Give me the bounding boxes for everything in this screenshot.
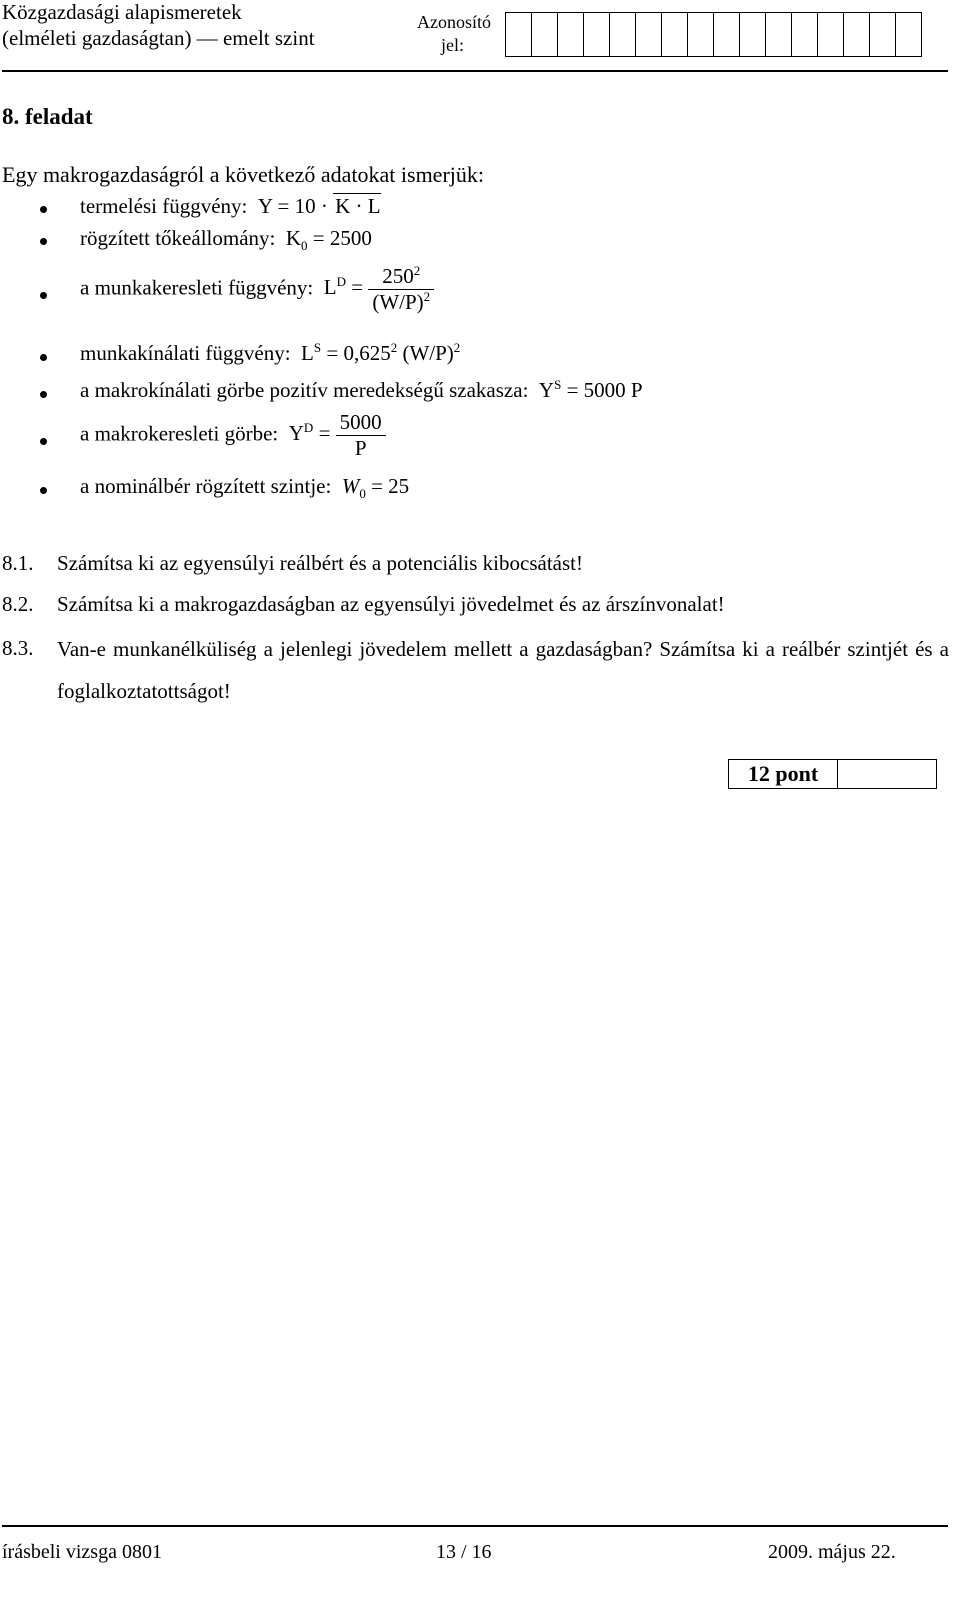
id-box[interactable] (687, 12, 714, 57)
question-text: Számítsa ki az egyensúlyi reálbért és a potenciális kibocsátást! (57, 551, 583, 575)
data-item-label: a nominálbér rögzített szintje: (80, 474, 332, 498)
id-box[interactable] (765, 12, 792, 57)
id-box[interactable] (583, 12, 610, 57)
bullet (40, 354, 47, 361)
aggregate-demand-formula: $Y^D$ = $\frac{5000}{P}$ (284, 421, 386, 445)
aggregate-supply-formula: $Y^S = 5000$ P (533, 377, 643, 402)
id-box[interactable] (739, 12, 766, 57)
bullet (40, 438, 47, 445)
data-item (80, 194, 381, 219)
id-box[interactable] (609, 12, 636, 57)
bullet (40, 238, 47, 245)
question-number: 8.3. (2, 636, 34, 660)
subject-line-1: Közgazdasági alapismeretek (2, 0, 242, 24)
question-number: 8.2. (2, 592, 34, 616)
data-item (80, 378, 643, 403)
data-item (80, 474, 410, 502)
id-box[interactable] (661, 12, 688, 57)
data-item (80, 410, 386, 461)
question-text: Számítsa ki a makrogazdaságban az egyensúlyi jövedelmet és az árszínvonalat! (57, 592, 725, 616)
nominal-wage-formula: $W_0 = 25$ (341, 474, 410, 502)
id-box[interactable] (531, 12, 558, 57)
bullet (40, 206, 47, 213)
production-function-formula: Y = 10 · K · L (252, 194, 381, 218)
task-title: 8. feladat (2, 104, 93, 129)
question-text: Van-e munkanélküliség a jelenlegi jövedelem mellett a gazdaságban? Számítsa ki a reálbér szintjét és a foglalkoztatottságot! (57, 637, 949, 703)
data-item-label: termelési függvény: (80, 194, 248, 218)
data-item-label: a munkakeresleti függvény: (80, 275, 314, 300)
id-boxes (505, 12, 921, 57)
id-label-1: Azonosító (417, 12, 491, 32)
id-box[interactable] (843, 12, 870, 57)
task-intro: Egy makrogazdaságról a következő adatokat ismerjük: (2, 162, 484, 187)
question-number: 8.1. (2, 551, 34, 575)
subject-line-2: (elméleti gazdaságtan) — emelt szint (2, 26, 315, 50)
capital-stock-formula: $K_0 = 2500$ (280, 226, 372, 254)
id-box[interactable] (895, 12, 922, 57)
header-rule (2, 70, 948, 72)
id-box[interactable] (557, 12, 584, 57)
data-item (80, 264, 434, 315)
bullet (40, 391, 47, 398)
id-box[interactable] (505, 12, 532, 57)
id-box[interactable] (635, 12, 662, 57)
bullet (40, 487, 47, 494)
data-item-label: a makrokínálati görbe pozitív meredekségű szakasza: (80, 378, 529, 402)
footer-exam-code: írásbeli vizsga 0801 (2, 1541, 162, 1563)
page-header (0, 0, 960, 72)
data-item (80, 341, 460, 366)
data-item (80, 226, 372, 254)
bullet (40, 292, 47, 299)
id-label-2: jel: (441, 35, 464, 55)
id-box[interactable] (869, 12, 896, 57)
footer-date: 2009. május 22. (768, 1541, 896, 1563)
data-item-label: munkakínálati függvény: (80, 341, 291, 365)
id-box[interactable] (713, 12, 740, 57)
points-box (728, 759, 937, 789)
data-item-label: rögzített tőkeállomány: (80, 226, 276, 250)
labor-supply-formula: $L^S = 0,625^2$ $(W/P)^2$ (295, 340, 461, 365)
points-score-field[interactable] (838, 760, 936, 788)
footer-rule (2, 1525, 948, 1527)
labor-demand-formula: $L^D$ = $\frac{250^2}{(W/P)^2}$ (319, 275, 435, 299)
id-box[interactable] (817, 12, 844, 57)
points-label: 12 pont (729, 760, 838, 788)
id-box[interactable] (791, 12, 818, 57)
footer-page-number: 13 / 16 (436, 1541, 492, 1563)
data-item-label: a makrokeresleti görbe: (80, 421, 279, 446)
